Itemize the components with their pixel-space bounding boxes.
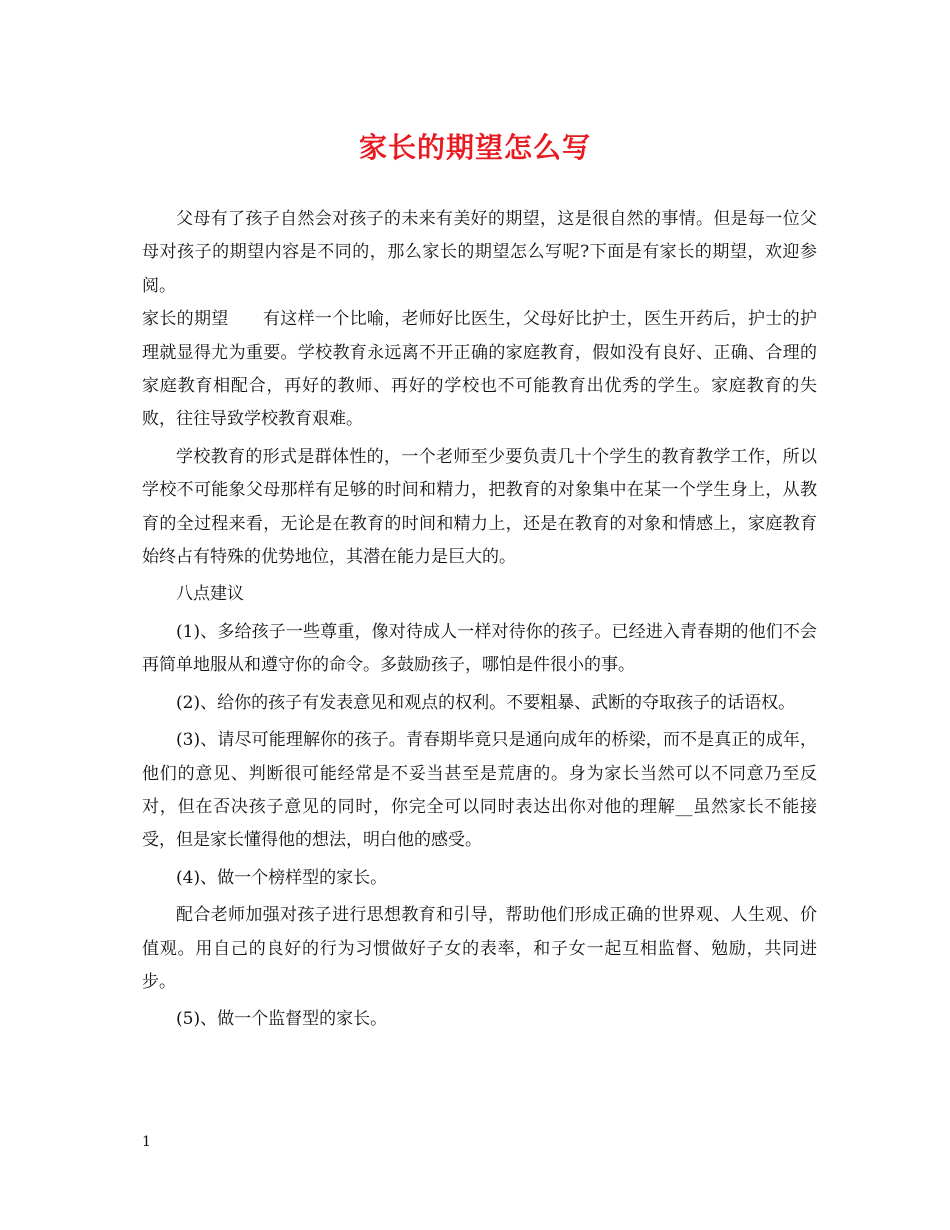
intro-paragraph: 父母有了孩子自然会对孩子的未来有美好的期望，这是很自然的事情。但是每一位父母对孩子的期望内容是不同的，那么家长的期望怎么写呢?下面是有家长的期望，欢迎参阅。: [142, 209, 817, 296]
suggestion-3: (3)、请尽可能理解你的孩子。青春期毕竟只是通向成年的桥梁，而不是真正的成年，他们的意见、判断很可能经常是不妥当甚至是荒唐的。身为家长当然可以不同意乃至反对，但在否决孩子意见的同时，你完全可以同时表达出你对他的理解__虽然家长不能接受，但是家长懂得他的想法，明白他的感受。: [142, 730, 817, 851]
expectation-paragraph-text: 有这样一个比喻，老师好比医生，父母好比护士，医生开药后，护士的护理就显得尤为重要。学校教育永远离不开正确的家庭教育，假如没有良好、正确、合理的家庭教育相配合，再好的教师、再好的学校也不可能教育出优秀的学生。家庭教育的失败，往往导致学校教育艰难。: [142, 309, 818, 430]
school-education-paragraph: 学校教育的形式是群体性的，一个老师至少要负责几十个学生的教育教学工作，所以学校不可能象父母那样有足够的时间和精力，把教育的对象集中在某一个学生身上，从教育的全过程来看，无论是在教育的时间和精力上，还是在教育的对象和情感上，家庭教育始终占有特殊的优势地位，其潜在能力是巨大的。: [142, 446, 817, 568]
suggestion-2: (2)、给你的孩子有发表意见和观点的权利。不要粗暴、武断的夺取孩子的话语权。: [176, 692, 796, 713]
expectation-heading: 家长的期望: [142, 309, 229, 330]
document-title: 家长的期望怎么写: [358, 131, 591, 164]
suggestion-4-detail: 配合老师加强对孩子进行思想教育和引导，帮助他们形成正确的世界观、人生观、价值观。用自己的良好的行为习惯做好子女的表率，和子女一起互相监督、勉励，共同进步。: [142, 905, 817, 992]
page-number: 1: [142, 1134, 151, 1150]
suggestion-1: (1)、多给孩子一些尊重，像对待成人一样对待你的孩子。已经进入青春期的他们不会再简单地服从和遵守你的命令。多鼓励孩子，哪怕是件很小的事。: [142, 621, 817, 676]
suggestion-4: (4)、做一个榜样型的家长。: [176, 867, 388, 888]
suggestion-5: (5)、做一个监督型的家长。: [176, 1009, 388, 1030]
document-body: [142, 203, 817, 1037]
expectation-paragraph: [142, 303, 817, 437]
section-heading-eight-suggestions: 八点建议: [176, 584, 244, 605]
